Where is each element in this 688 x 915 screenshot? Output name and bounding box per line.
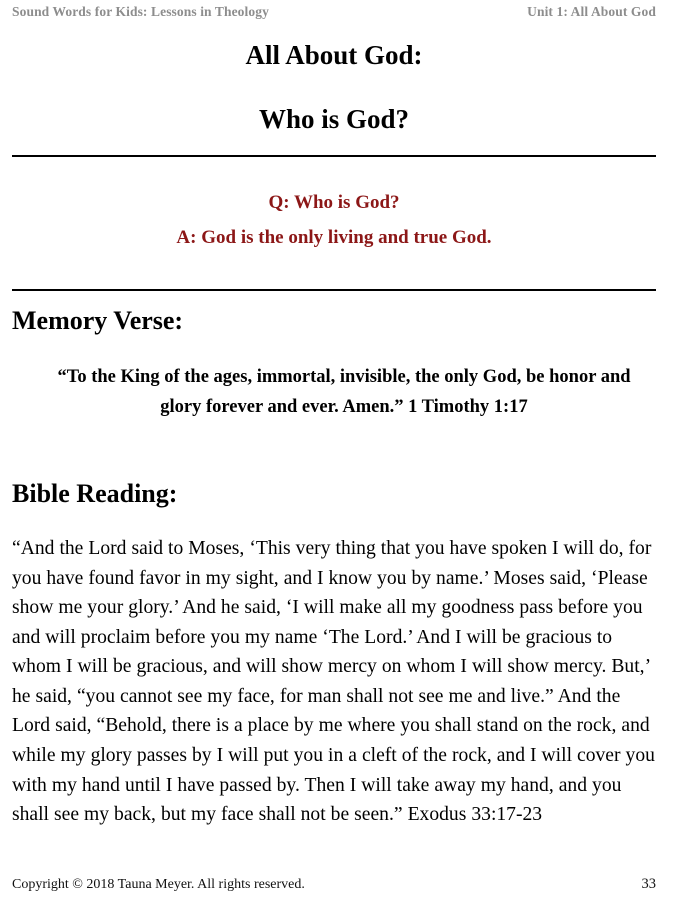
catechism-block	[12, 193, 656, 247]
running-header-unit-title: Unit 1: All About God	[527, 4, 656, 19]
running-header-book-title: Sound Words for Kids: Lessons in Theology	[12, 4, 269, 19]
catechism-answer: A: God is the only living and true God.	[176, 227, 492, 248]
footer-page-number: 33	[641, 876, 656, 892]
footer-copyright: Copyright © 2018 Tauna Meyer. All rights reserved.	[12, 877, 305, 892]
bible-reading-text: “And the Lord said to Moses, ‘This very thing that you have spoken I will do, for you have found favor in my sight, and I know you by name.’ Moses said, ‘Please show me your glory.’ And he said, ‘I will make all my goodness pass before you and will proclaim before you my name ‘The Lord.’ And I will be gracious to whom I will be gracious, and will show mercy on whom I will show mercy. But,’ he said, “you cannot see my face, for man shall not see me and live.” And the Lord said, “Behold, there is a place by me where you shall stand on the rock, and while my glory passes by I will put you in a cleft of the rock, and I will cover you with my hand until I have passed by. Then I will take away my hand, and you shall see my back, but my face shall not be seen.” Exodus 33:17-23	[12, 538, 655, 826]
divider-above-catechism	[12, 155, 656, 157]
divider-below-catechism	[12, 289, 656, 291]
page-title-block	[12, 40, 656, 135]
bible-reading-heading: Bible Reading:	[12, 479, 178, 508]
memory-verse-text: “To the King of the ages, immortal, invisible, the only God, be honor and glory forever and ever. Amen.” 1 Timothy 1:17	[57, 367, 631, 417]
memory-verse-heading: Memory Verse:	[12, 306, 184, 335]
page-title: All About God:	[245, 40, 423, 70]
page-subtitle: Who is God?	[258, 104, 410, 135]
page-footer	[12, 876, 656, 893]
running-header	[12, 4, 656, 20]
catechism-question: Q: Who is God?	[268, 192, 400, 213]
